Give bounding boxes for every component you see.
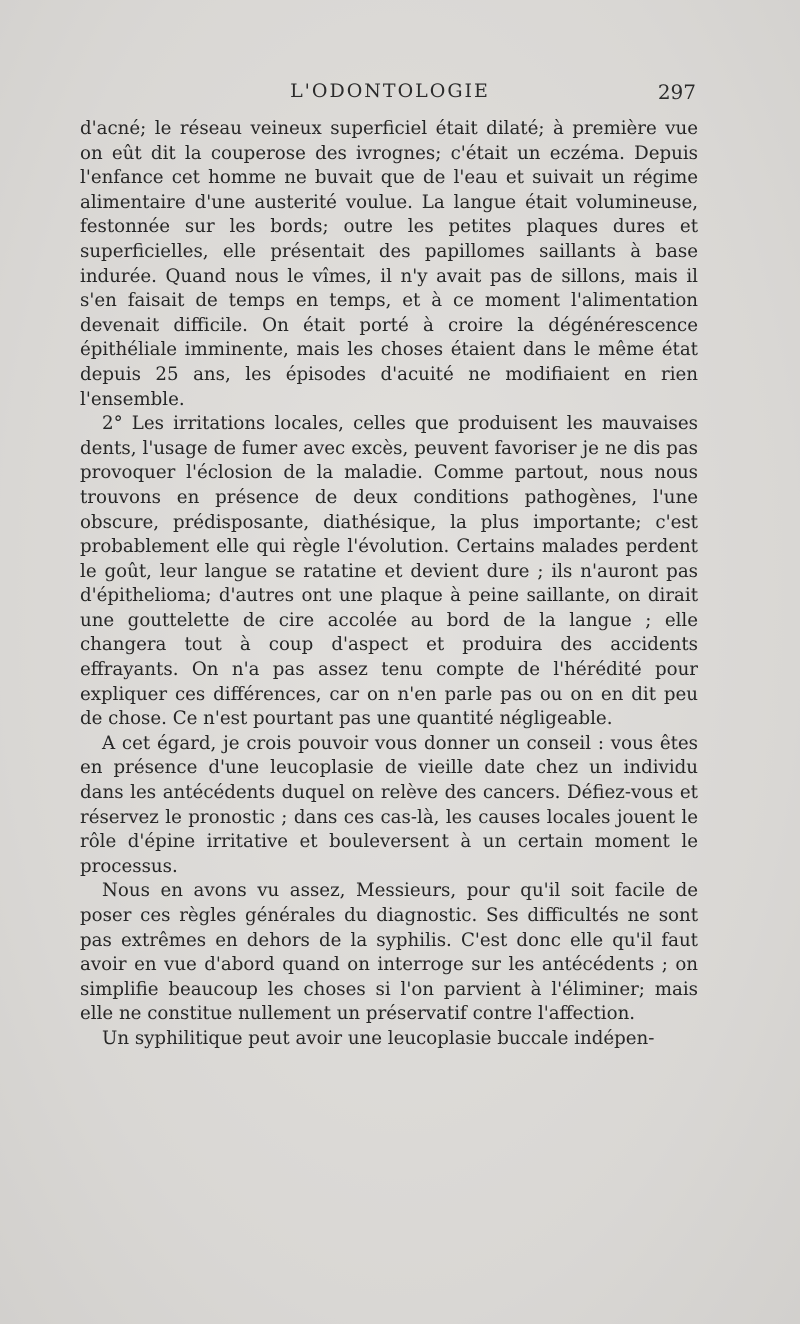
page-number: 297 <box>657 80 696 104</box>
paragraph-2: 2° Les irritations locales, celles que produisent les mauvaises dents, l'usage de fumer avec excès, peuvent favoriser je ne dis pas provoquer l'éclosion de la maladie. Comme partout, nous nous trouvons en présence de deux conditions pathogènes, l'une obscure, prédisposante, diathésique, la plus importante; c'est probablement elle qui règle l'évolution. Certains malades perdent le goût, leur langue se ratatine et devient dure ; ils n'auront pas d'épithelioma; d'autres ont une plaque à peine saillante, on dirait une gouttelette de cire accolée au bord de la langue ; elle changera tout à coup d'aspect et produira des accidents effrayants. On n'a pas assez tenu compte de l'hérédité pour expliquer ces différences, car on n'en parle pas ou on en dit peu de chose. Ce n'est pourtant pas une quantité négligeable. <box>80 413 698 730</box>
body-text <box>80 117 698 1052</box>
page-header <box>80 80 700 114</box>
paragraph-4: Nous en avons vu assez, Messieurs, pour qu'il soit facile de poser ces règles générales du diagnostic. Ses difficultés ne sont pas extrêmes en dehors de la syphilis. C'est donc elle qu'il faut avoir en vue d'abord quand on interroge sur les antécédents ; on simplifie beaucoup les choses si l'on parvient à l'éliminer; mais elle ne constitue nullement un préservatif contre l'affection. <box>80 880 698 1025</box>
paragraph-3: A cet égard, je crois pouvoir vous donner un conseil : vous êtes en présence d'une leucoplasie de vieille date chez un individu dans les antécédents duquel on relève des cancers. Défiez-vous et réservez le pronostic ; dans ces cas-là, les causes locales jouent le rôle d'épine irritative et bouleversent à un certain moment le processus. <box>80 732 698 877</box>
paragraph-5: Un syphilitique peut avoir une leucoplasie buccale indépen- <box>102 1027 655 1049</box>
running-title: L'ODONTOLOGIE <box>290 80 490 102</box>
paragraph-1: d'acné; le réseau veineux superficiel était dilaté; à première vue on eût dit la couperose des ivrognes; c'était un eczéma. Depuis l'enfance cet homme ne buvait que de l'eau et suivait un régime alimentaire d'une austerité voulue. La langue était volumineuse, festonnée sur les bords; outre les petites plaques dures et superficielles, elle présentait des papillomes saillants à base indurée. Quand nous le vîmes, il n'y avait pas de sillons, mais il s'en faisait de temps en temps, et à ce moment l'alimentation devenait difficile. On était porté à croire la dégénérescence épithéliale imminente, mais les choses étaient dans le même état depuis 25 ans, les épisodes d'acuité ne modifiaient en rien l'ensemble. <box>80 118 698 410</box>
